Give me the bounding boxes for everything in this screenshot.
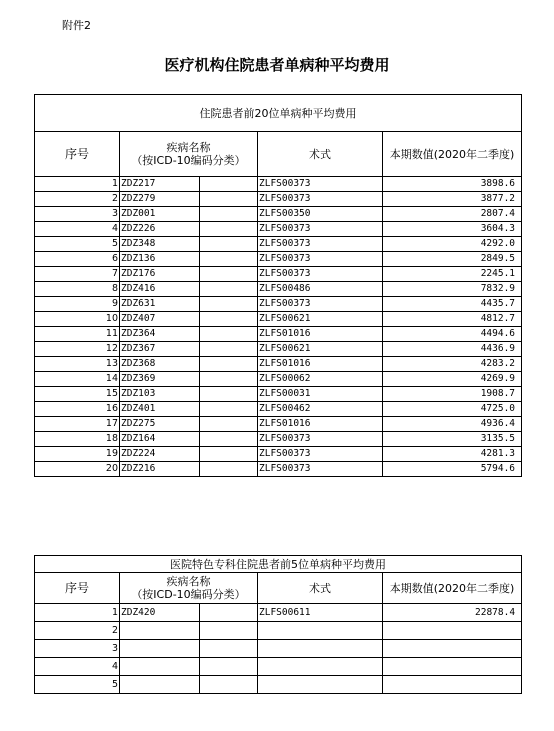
- row-number: 5: [35, 676, 120, 694]
- disease-code: [120, 640, 200, 658]
- table-row: [35, 222, 522, 237]
- disease-code: ZDZ364: [120, 327, 200, 342]
- table-row: [35, 177, 522, 192]
- surgery-code: ZLFS00373: [258, 297, 383, 312]
- surgery-code: ZLFS00373: [258, 267, 383, 282]
- cost-value: 2807.4: [383, 207, 522, 222]
- surgery-code: ZLFS00373: [258, 222, 383, 237]
- row-number: 8: [35, 282, 120, 297]
- table-row: [35, 282, 522, 297]
- table-caption: 住院患者前20位单病种平均费用: [35, 95, 522, 132]
- surgery-code: ZLFS00031: [258, 387, 383, 402]
- cost-value: 5794.6: [383, 462, 522, 477]
- surgery-header: 术式: [258, 573, 383, 604]
- row-number: 3: [35, 640, 120, 658]
- disease-code: ZDZ275: [120, 417, 200, 432]
- surgery-header: 术式: [258, 132, 383, 177]
- surgery-code: ZLFS00373: [258, 432, 383, 447]
- value-header: 本期数值(2020年二季度): [383, 573, 522, 604]
- disease-code: ZDZ401: [120, 402, 200, 417]
- cost-value: 4283.2: [383, 357, 522, 372]
- cost-value: 4812.7: [383, 312, 522, 327]
- disease-code: ZDZ103: [120, 387, 200, 402]
- surgery-code: ZLFS00373: [258, 192, 383, 207]
- row-number: 7: [35, 267, 120, 282]
- disease-code-extra: [200, 640, 258, 658]
- disease-code: ZDZ279: [120, 192, 200, 207]
- disease-code: ZDZ348: [120, 237, 200, 252]
- disease-code: [120, 622, 200, 640]
- table-row: [35, 207, 522, 222]
- disease-header-line2: （按ICD-10编码分类）: [131, 154, 246, 167]
- surgery-code: ZLFS00373: [258, 177, 383, 192]
- disease-code-extra: [200, 357, 258, 372]
- surgery-code: [258, 640, 383, 658]
- row-number: 1: [35, 177, 120, 192]
- surgery-code: ZLFS00611: [258, 604, 383, 622]
- surgery-code: [258, 658, 383, 676]
- seq-header: 序号: [35, 573, 120, 604]
- table-row: [35, 252, 522, 267]
- table-row: [35, 267, 522, 282]
- row-number: 4: [35, 222, 120, 237]
- disease-code-extra: [200, 462, 258, 477]
- cost-value: 1908.7: [383, 387, 522, 402]
- disease-code-extra: [200, 312, 258, 327]
- disease-code-extra: [200, 432, 258, 447]
- table-row: [35, 676, 522, 694]
- surgery-code: ZLFS00373: [258, 447, 383, 462]
- disease-code-extra: [200, 372, 258, 387]
- disease-code: ZDZ217: [120, 177, 200, 192]
- table-row: [35, 462, 522, 477]
- row-number: 9: [35, 297, 120, 312]
- disease-code: ZDZ631: [120, 297, 200, 312]
- cost-value: 4494.6: [383, 327, 522, 342]
- cost-value: [383, 676, 522, 694]
- table-row: [35, 658, 522, 676]
- disease-code: ZDZ224: [120, 447, 200, 462]
- cost-value: 2245.1: [383, 267, 522, 282]
- disease-code: ZDZ136: [120, 252, 200, 267]
- surgery-code: [258, 676, 383, 694]
- table-row: [35, 447, 522, 462]
- annex-label: 附件2: [62, 19, 91, 32]
- surgery-code: ZLFS00486: [258, 282, 383, 297]
- row-number: 10: [35, 312, 120, 327]
- table-row: [35, 604, 522, 622]
- table-row: [35, 387, 522, 402]
- disease-header: [120, 573, 258, 604]
- disease-code: ZDZ176: [120, 267, 200, 282]
- cost-value: 7832.9: [383, 282, 522, 297]
- disease-code-extra: [200, 658, 258, 676]
- surgery-code: ZLFS00350: [258, 207, 383, 222]
- disease-code: ZDZ416: [120, 282, 200, 297]
- disease-code-extra: [200, 327, 258, 342]
- surgery-code: ZLFS01016: [258, 357, 383, 372]
- cost-value: [383, 622, 522, 640]
- disease-code: ZDZ420: [120, 604, 200, 622]
- disease-code-extra: [200, 622, 258, 640]
- disease-code-extra: [200, 342, 258, 357]
- surgery-code: [258, 622, 383, 640]
- table-row: [35, 402, 522, 417]
- disease-header: [120, 132, 258, 177]
- disease-code: ZDZ369: [120, 372, 200, 387]
- cost-value: 4292.0: [383, 237, 522, 252]
- cost-value: 2849.5: [383, 252, 522, 267]
- row-number: 15: [35, 387, 120, 402]
- table-row: [35, 192, 522, 207]
- table-row: [35, 312, 522, 327]
- disease-code: ZDZ226: [120, 222, 200, 237]
- cost-value: [383, 658, 522, 676]
- row-number: 19: [35, 447, 120, 462]
- disease-header-line1: 疾病名称: [166, 575, 211, 588]
- specialty-top5-cost-table: [34, 555, 522, 694]
- disease-code-extra: [200, 177, 258, 192]
- seq-header: 序号: [35, 132, 120, 177]
- disease-code: ZDZ368: [120, 357, 200, 372]
- row-number: 17: [35, 417, 120, 432]
- table-row: [35, 297, 522, 312]
- disease-code-extra: [200, 207, 258, 222]
- table-row: [35, 432, 522, 447]
- value-header: 本期数值(2020年二季度): [383, 132, 522, 177]
- row-number: 18: [35, 432, 120, 447]
- surgery-code: ZLFS00462: [258, 402, 383, 417]
- surgery-code: ZLFS01016: [258, 327, 383, 342]
- table-row: [35, 622, 522, 640]
- cost-value: 4269.9: [383, 372, 522, 387]
- surgery-code: ZLFS00062: [258, 372, 383, 387]
- cost-value: 3898.6: [383, 177, 522, 192]
- row-number: 13: [35, 357, 120, 372]
- disease-code-extra: [200, 402, 258, 417]
- row-number: 20: [35, 462, 120, 477]
- cost-value: 4436.9: [383, 342, 522, 357]
- surgery-code: ZLFS00373: [258, 237, 383, 252]
- table-row: [35, 417, 522, 432]
- disease-code-extra: [200, 604, 258, 622]
- table-row: [35, 342, 522, 357]
- row-number: 3: [35, 207, 120, 222]
- disease-header-line1: 疾病名称: [166, 141, 211, 154]
- disease-code: ZDZ407: [120, 312, 200, 327]
- row-number: 16: [35, 402, 120, 417]
- disease-code-extra: [200, 192, 258, 207]
- surgery-code: ZLFS00373: [258, 252, 383, 267]
- disease-code-extra: [200, 222, 258, 237]
- row-number: 4: [35, 658, 120, 676]
- disease-code-extra: [200, 282, 258, 297]
- row-number: 14: [35, 372, 120, 387]
- row-number: 2: [35, 622, 120, 640]
- row-number: 6: [35, 252, 120, 267]
- disease-code-extra: [200, 387, 258, 402]
- row-number: 1: [35, 604, 120, 622]
- disease-code-extra: [200, 237, 258, 252]
- surgery-code: ZLFS00621: [258, 342, 383, 357]
- cost-value: 4435.7: [383, 297, 522, 312]
- table-row: [35, 640, 522, 658]
- disease-code: [120, 658, 200, 676]
- cost-value: 22878.4: [383, 604, 522, 622]
- row-number: 2: [35, 192, 120, 207]
- cost-value: 4936.4: [383, 417, 522, 432]
- cost-value: 3135.5: [383, 432, 522, 447]
- table-row: [35, 372, 522, 387]
- disease-code-extra: [200, 252, 258, 267]
- top20-cost-table: [34, 94, 522, 477]
- surgery-code: ZLFS00621: [258, 312, 383, 327]
- disease-code: ZDZ164: [120, 432, 200, 447]
- row-number: 12: [35, 342, 120, 357]
- disease-code: [120, 676, 200, 694]
- cost-value: 4725.0: [383, 402, 522, 417]
- disease-header-line2: （按ICD-10编码分类）: [131, 588, 246, 601]
- cost-value: 4281.3: [383, 447, 522, 462]
- table-row: [35, 357, 522, 372]
- table-caption: 医院特色专科住院患者前5位单病种平均费用: [35, 556, 522, 573]
- cost-value: 3604.3: [383, 222, 522, 237]
- row-number: 11: [35, 327, 120, 342]
- disease-code: ZDZ001: [120, 207, 200, 222]
- cost-value: 3877.2: [383, 192, 522, 207]
- surgery-code: ZLFS00373: [258, 462, 383, 477]
- disease-code-extra: [200, 676, 258, 694]
- cost-value: [383, 640, 522, 658]
- table-row: [35, 327, 522, 342]
- disease-code-extra: [200, 267, 258, 282]
- disease-code: ZDZ367: [120, 342, 200, 357]
- disease-code-extra: [200, 447, 258, 462]
- surgery-code: ZLFS01016: [258, 417, 383, 432]
- disease-code: ZDZ216: [120, 462, 200, 477]
- page-title: 医疗机构住院患者单病种平均费用: [164, 56, 390, 74]
- disease-code-extra: [200, 417, 258, 432]
- table-row: [35, 237, 522, 252]
- row-number: 5: [35, 237, 120, 252]
- disease-code-extra: [200, 297, 258, 312]
